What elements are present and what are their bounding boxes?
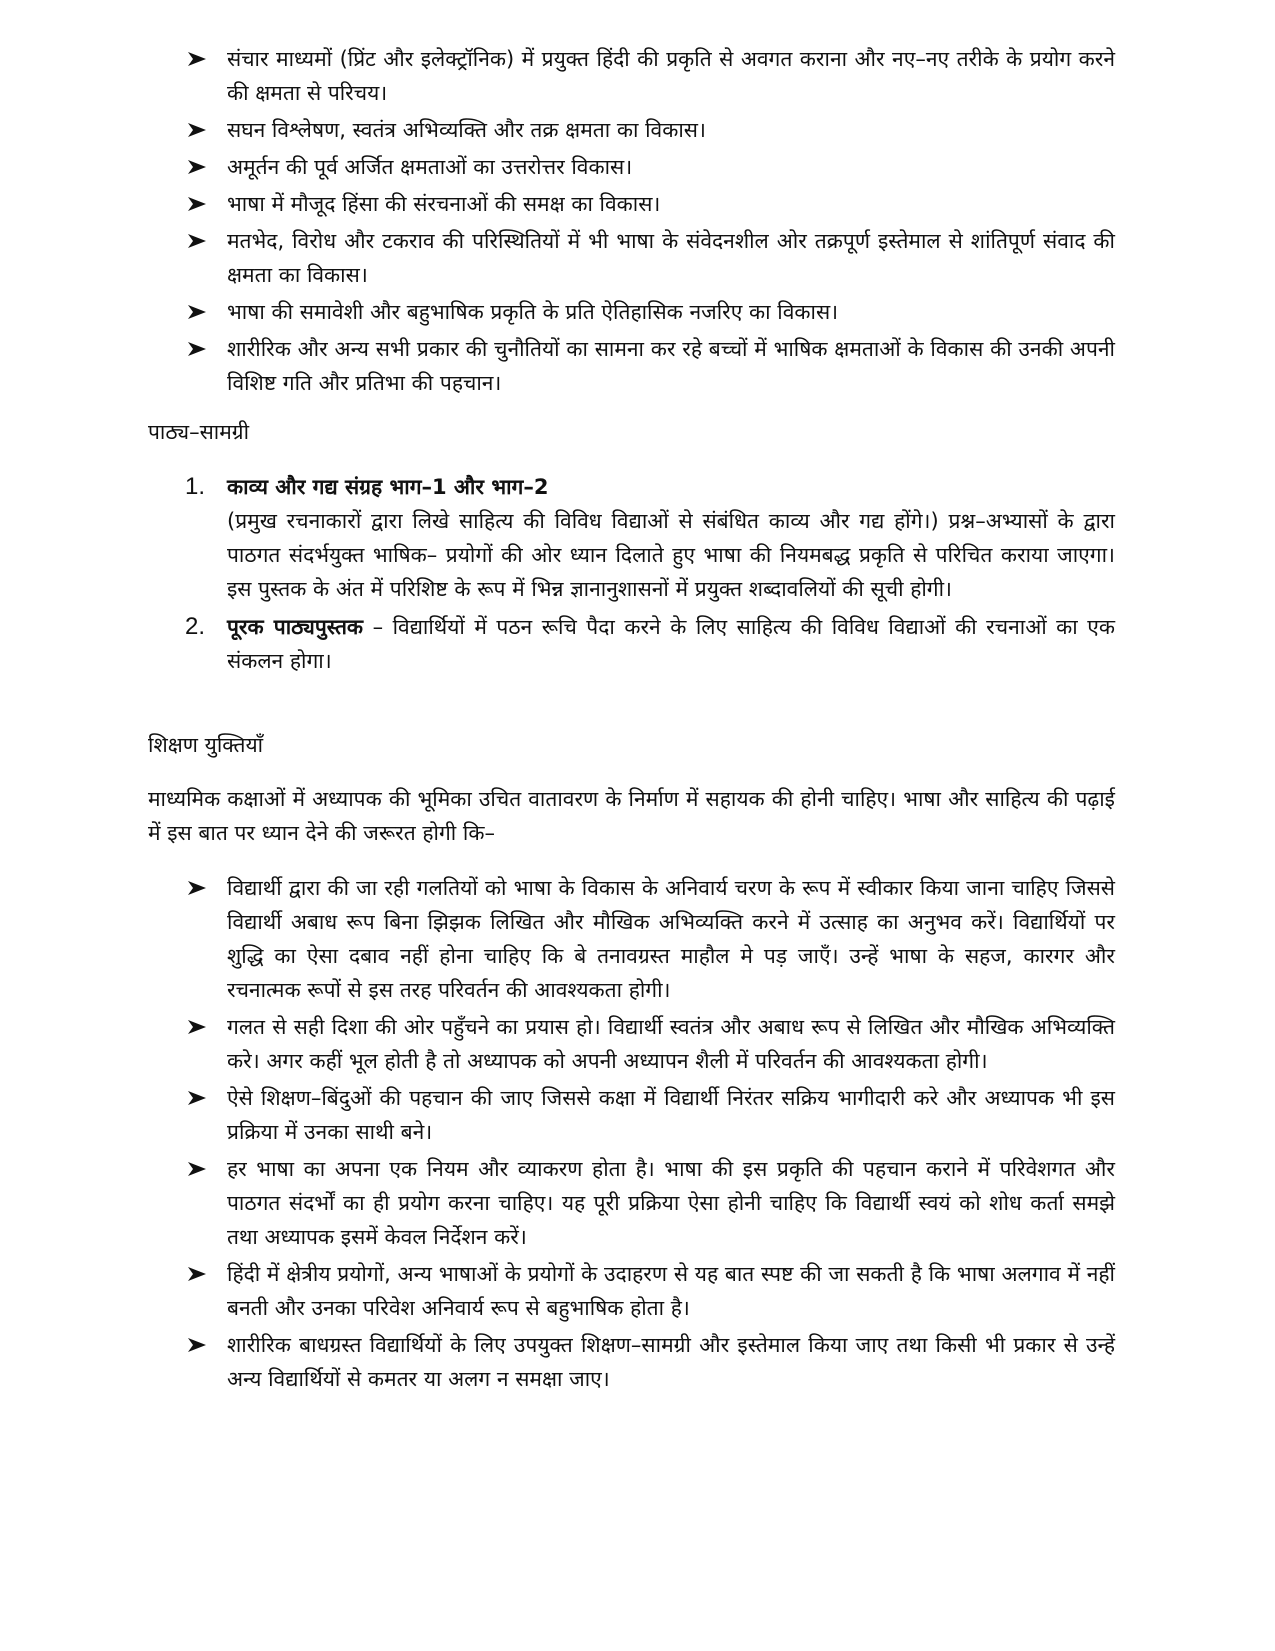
arrow-bullet-icon — [185, 113, 211, 147]
list-item — [185, 1328, 1115, 1396]
list-item — [185, 470, 1115, 606]
list-item-text: शारीरिक बाधग्रस्त विद्यार्थियों के लिए उपयुक्त शिक्षण–सामग्री और इस्तेमाल किया जाए तथा किसी भी प्रकार से उन्हें अन्य विद्यार्थियों से कमतर या अलग न समक्षा जाए। — [227, 1333, 1115, 1391]
arrow-bullet-icon — [185, 224, 211, 258]
list-item-text: भाषा की समावेशी और बहुभाषिक प्रकृति के प्रति ऐतिहासिक नजरिए का विकास। — [227, 300, 839, 324]
arrow-bullet-icon — [185, 332, 211, 366]
arrow-bullet-icon — [185, 1152, 211, 1186]
list-item-text: सघन विश्लेषण, स्वतंत्र अभिव्यक्ति और तक्र क्षमता का विकास। — [227, 118, 706, 142]
list-item — [185, 295, 1115, 329]
list-item-text: गलत से सही दिशा की ओर पहुँचने का प्रयास हो। विद्यार्थी स्वतंत्र और अबाध रूप से लिखित और मौखिक अभिव्यक्ति करे। अगर कहीं भूल होती है तो अध्यापक को अपनी अध्यापन शैली में परिवर्तन की आवश्यकता होगी। — [227, 1015, 1115, 1073]
arrow-bullet-icon — [185, 871, 211, 905]
item-body: (प्रमुख रचनाकारों द्वारा लिखे साहित्य की विविध विद्याओं से संबंधित काव्य और गद्य होंगे।) प्रश्न–अभ्यासों के द्वारा पाठगत संदर्भयुक्त भाषिक– प्रयोगों की ओर ध्यान दिलाते हुए भाषा की नियमबद्ध प्रकृति से परिचित कराया जाएगा। इस पुस्तक के अंत में परिशिष्ट के रूप में भिन्न ज्ञानानुशासनों में प्रयुक्त शब्दावलियों की सूची होगी। — [227, 509, 1115, 601]
list-item — [185, 871, 1115, 1007]
item-body: – विद्यार्थियों में पठन रूचि पैदा करने के लिए साहित्य की विविध विद्याओं की रचनाओं का एक संकलन होगा। — [227, 615, 1115, 673]
list-item — [185, 1257, 1115, 1325]
list-item-text: हिंदी में क्षेत्रीय प्रयोगों, अन्य भाषाओं के प्रयोगों के उदाहरण से यह बात स्पष्ट की जा सकती है कि भाषा अलगाव में नहीं बनती और उनका परिवेश अनिवार्य रूप से बहुभाषिक होता है। — [227, 1262, 1115, 1320]
arrow-bullet-icon — [185, 1081, 211, 1115]
item-number: 2. — [185, 613, 206, 640]
list-item-text: हर भाषा का अपना एक नियम और व्याकरण होता है। भाषा की इस प्रकृति की पहचान कराने में परिवेशगत और पाठगत संदर्भों का ही प्रयोग करना चाहिए। यह पूरी प्रक्रिया ऐसा होनी चाहिए कि विद्यार्थी स्वयं को शोध कर्ता समझे तथा अध्यापक इसमें केवल निर्देशन करें। — [227, 1157, 1115, 1249]
list-item-text: अमूर्तन की पूर्व अर्जित क्षमताओं का उत्तरोत्तर विकास। — [227, 155, 633, 179]
list-item — [185, 1010, 1115, 1078]
list-item — [185, 42, 1115, 110]
arrow-bullet-icon — [185, 187, 211, 221]
arrow-bullet-icon — [185, 1328, 211, 1362]
teaching-intro: माध्यमिक कक्षाओं में अध्यापक की भूमिका उचित वातावरण के निर्माण में सहायक की होनी चाहिए। भाषा और साहित्य की पढ़ाई में इस बात पर ध्यान देने की जरूरत होगी कि– — [148, 787, 1115, 845]
list-item-text: शारीरिक और अन्य सभी प्रकार की चुनौतियों का सामना कर रहे बच्चों में भाषिक क्षमताओं के विकास की उनकी अपनी विशिष्ट गति और प्रतिभा की पहचान। — [227, 337, 1115, 395]
list-item-text: भाषा में मौजूद हिंसा की संरचनाओं की समक्ष का विकास। — [227, 192, 661, 216]
arrow-bullet-icon — [185, 1257, 211, 1291]
list-item — [185, 610, 1115, 678]
list-item — [185, 332, 1115, 400]
arrow-bullet-icon — [185, 295, 211, 329]
list-item — [185, 150, 1115, 184]
list-item — [185, 1152, 1115, 1254]
arrow-bullet-icon — [185, 1010, 211, 1044]
item-title: काव्य और गद्य संग्रह भाग–1 और भाग–2 — [227, 475, 549, 499]
list-item — [185, 1081, 1115, 1149]
teaching-list — [185, 871, 1115, 1399]
material-list — [185, 470, 1115, 682]
section-heading-teaching: शिक्षण युक्तियाँ — [148, 733, 264, 757]
list-item — [185, 224, 1115, 292]
arrow-bullet-icon — [185, 42, 211, 76]
item-number: 1. — [185, 473, 206, 500]
section-heading-material: पाठ्य–सामग्री — [148, 420, 250, 444]
list-item-text: मतभेद, विरोध और टकराव की परिस्थितियों में भी भाषा के संवेदनशील ओर तक्रपूर्ण इस्तेमाल से शांतिपूर्ण संवाद की क्षमता का विकास। — [227, 229, 1115, 287]
objectives-list — [185, 42, 1115, 403]
item-title: पूरक पाठ्यपुस्तक — [227, 615, 364, 639]
arrow-bullet-icon — [185, 150, 211, 184]
list-item — [185, 187, 1115, 221]
list-item-text: विद्यार्थी द्वारा की जा रही गलतियों को भाषा के विकास के अनिवार्य चरण के रूप में स्वीकार किया जाना चाहिए जिससे विद्यार्थी अबाध रूप बिना झिझक लिखित और मौखिक अभिव्यक्ति करने में उत्साह का अनुभव करें। विद्यार्थियों पर शुद्धि का ऐसा दबाव नहीं होना चाहिए कि बे तनावग्रस्त माहौल मे पड़ जाएँ। उन्हें भाषा के सहज, कारगर और रचनात्मक रूपों से इस तरह परिवर्तन की आवश्यकता होगी। — [227, 876, 1115, 1002]
list-item — [185, 113, 1115, 147]
list-item-text: संचार माध्यमों (प्रिंट और इलेक्ट्रॉनिक) में प्रयुक्त हिंदी की प्रकृति से अवगत कराना और नए–नए तरीके के प्रयोग करने की क्षमता से परिचय। — [227, 47, 1115, 105]
list-item-text: ऐसे शिक्षण–बिंदुओं की पहचान की जाए जिससे कक्षा में विद्यार्थी निरंतर सक्रिय भागीदारी करे और अध्यापक भी इस प्रक्रिया में उनका साथी बने। — [227, 1086, 1115, 1144]
